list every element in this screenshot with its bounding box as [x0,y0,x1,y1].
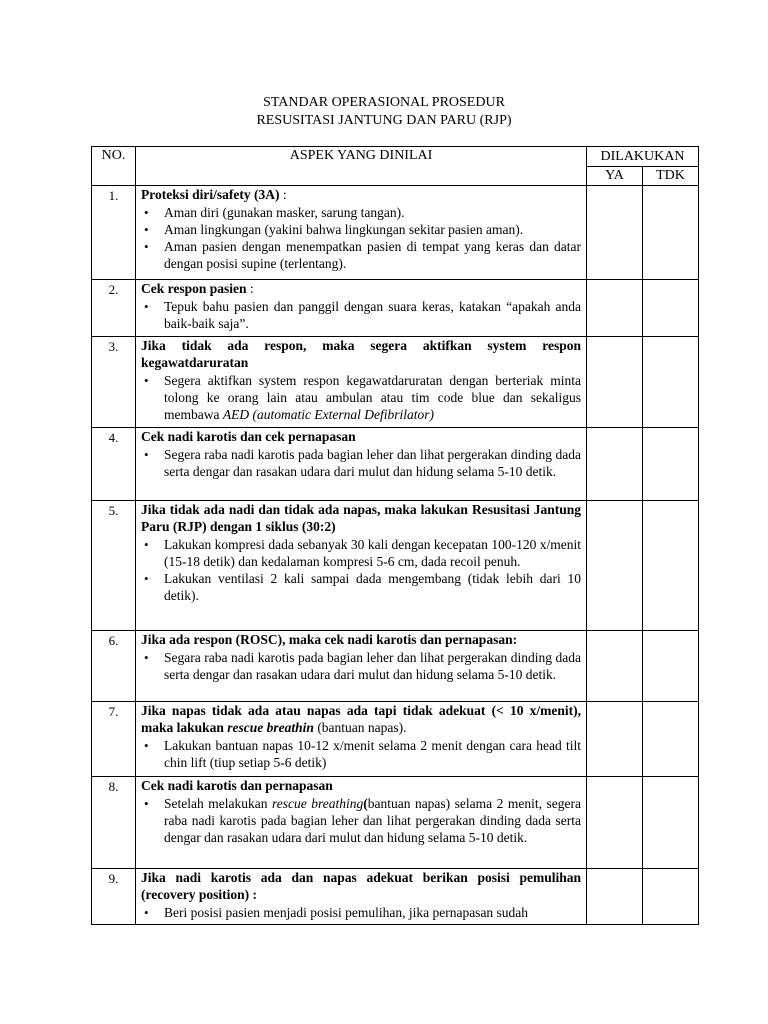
bullet-text: Segera aktifkan system respon kegawatdaruratan dengan berteriak minta tolong ke orang lain atau ambulan atau tim code blue dan sekaligus membawa [164,373,581,422]
checkbox-ya[interactable] [587,337,643,428]
row-number: 8. [92,777,136,869]
bullet-item: • Segara raba nadi karotis pada bagian leher dan lihat pergerakan dinding dada serta dengar dan rasakan udara dari mulut dan hidung selama 5-10 detik. [141,649,581,683]
row-aspect [136,337,587,428]
bullet-item [141,372,581,423]
bullet-list [141,204,581,272]
bullet-list [141,298,581,332]
checkbox-tdk[interactable] [643,280,699,337]
row-heading-text: Jika napas tidak ada atau napas ada tapi tidak adekuat (< 10 x/menit), maka lakukan [141,703,581,735]
checkbox-tdk[interactable] [643,428,699,501]
bullet-list [141,737,581,771]
bullet-text: Setelah melakukan [164,796,272,811]
row-aspect [136,869,587,925]
checkbox-ya[interactable] [587,501,643,631]
document-subtitle: RESUSITASI JANTUNG DAN PARU (RJP) [256,113,512,128]
bullet-list [141,904,581,921]
row-number: 2. [92,280,136,337]
checkbox-ya[interactable] [587,631,643,702]
bullet-text-bold: ( [363,796,368,811]
bullet-list [141,446,581,480]
row-aspect [136,702,587,777]
bullet-item: • Aman diri (gunakan masker, sarung tangan). [141,204,581,221]
table-row [92,186,699,280]
checkbox-ya[interactable] [587,280,643,337]
row-aspect [136,428,587,501]
checkbox-ya[interactable] [587,428,643,501]
checkbox-tdk[interactable] [643,631,699,702]
row-aspect [136,777,587,869]
table-row [92,702,699,777]
checkbox-tdk[interactable] [643,501,699,631]
sop-checklist-table [91,146,699,925]
row-heading: Proteksi diri/safety (3A) [141,187,280,202]
col-header-no: NO. [92,147,136,186]
row-heading-suffix: (bantuan napas). [313,720,407,735]
col-header-ya: YA [587,167,643,186]
row-heading [141,702,581,736]
checkbox-ya[interactable] [587,869,643,925]
bullet-item: • Aman pasien dengan menempatkan pasien di tempat yang keras dan datar dengan posisi supine (terlentang). [141,238,581,272]
bullet-list [141,649,581,683]
row-aspect [136,501,587,631]
checkbox-ya[interactable] [587,702,643,777]
row-number: 4. [92,428,136,501]
table-header-row [92,147,699,167]
row-number: 6. [92,631,136,702]
table-row [92,501,699,631]
row-heading: Cek nadi karotis dan cek pernapasan [141,429,356,444]
checkbox-ya[interactable] [587,777,643,869]
bullet-item: • Beri posisi pasien menjadi posisi pemulihan, jika pernapasan sudah [141,904,581,921]
bullet-text-italic: AED (automatic External Defibrilator) [222,407,434,422]
checkbox-ya[interactable] [587,186,643,280]
bullet-item [141,795,581,846]
bullet-item: • Lakukan bantuan napas 10-12 x/menit selama 2 menit dengan cara head tilt chin lift (tiup setiap 5-6 detik) [141,737,581,771]
row-heading-suffix: : [246,281,254,296]
row-number: 5. [92,501,136,631]
col-header-dilakukan: DILAKUKAN [587,147,699,167]
checkbox-tdk[interactable] [643,186,699,280]
row-aspect [136,186,587,280]
table-row [92,280,699,337]
row-number: 3. [92,337,136,428]
row-heading: Jika tidak ada nadi dan tidak ada napas, maka lakukan Resusitasi Jantung Paru (RJP) dengan 1 siklus (30:2) [141,502,581,534]
col-header-aspek: ASPEK YANG DINILAI [136,147,587,186]
checkbox-tdk[interactable] [643,869,699,925]
bullet-item: • Tepuk bahu pasien dan panggil dengan suara keras, katakan “apakah anda baik-baik saja”. [141,298,581,332]
bullet-item: • Lakukan ventilasi 2 kali sampai dada mengembang (tidak lebih dari 10 detik). [141,570,581,604]
bullet-list [141,795,581,846]
checkbox-tdk[interactable] [643,777,699,869]
row-heading: Jika ada respon (ROSC), maka cek nadi karotis dan pernapasan: [141,632,518,647]
checkbox-tdk[interactable] [643,337,699,428]
bullet-item: • Segera raba nadi karotis pada bagian leher dan lihat pergerakan dinding dada serta dengar dan rasakan udara dari mulut dan hidung selama 5-10 detik. [141,446,581,480]
checkbox-tdk[interactable] [643,702,699,777]
col-header-tdk: TDK [643,167,699,186]
table-row [92,777,699,869]
row-aspect [136,280,587,337]
bullet-text-italic: rescue breathing [271,796,364,811]
table-row [92,337,699,428]
row-aspect [136,631,587,702]
bullet-text: bantuan napas) selama 2 menit, segera raba nadi karotis pada bagian leher dan lihat pergerakan dinding dada serta dengar dan rasakan udara dari mulut dan hidung selama 5-10 detik. [164,796,581,845]
table-row [92,428,699,501]
document-title: STANDAR OPERASIONAL PROSEDUR [263,95,505,110]
row-heading: Cek nadi karotis dan pernapasan [141,778,333,793]
row-heading: Jika nadi karotis ada dan napas adekuat berikan posisi pemulihan (recovery position) : [141,870,581,902]
table-row [92,631,699,702]
bullet-list [141,372,581,423]
row-heading: Cek respon pasien [141,281,247,296]
row-heading-suffix: : [279,187,287,202]
row-heading-italic: rescue breathin [227,720,314,735]
row-number: 9. [92,869,136,925]
row-number: 1. [92,186,136,280]
row-heading: Jika tidak ada respon, maka segera aktifkan system respon kegawatdaruratan [141,338,581,370]
bullet-item: • Aman lingkungan (yakini bahwa lingkungan sekitar pasien aman). [141,221,581,238]
row-number: 7. [92,702,136,777]
bullet-list [141,536,581,604]
table-row [92,869,699,925]
bullet-item: • Lakukan kompresi dada sebanyak 30 kali dengan kecepatan 100-120 x/menit (15-18 detik) dan kedalaman kompresi 5-6 cm, dada recoil penuh. [141,536,581,570]
